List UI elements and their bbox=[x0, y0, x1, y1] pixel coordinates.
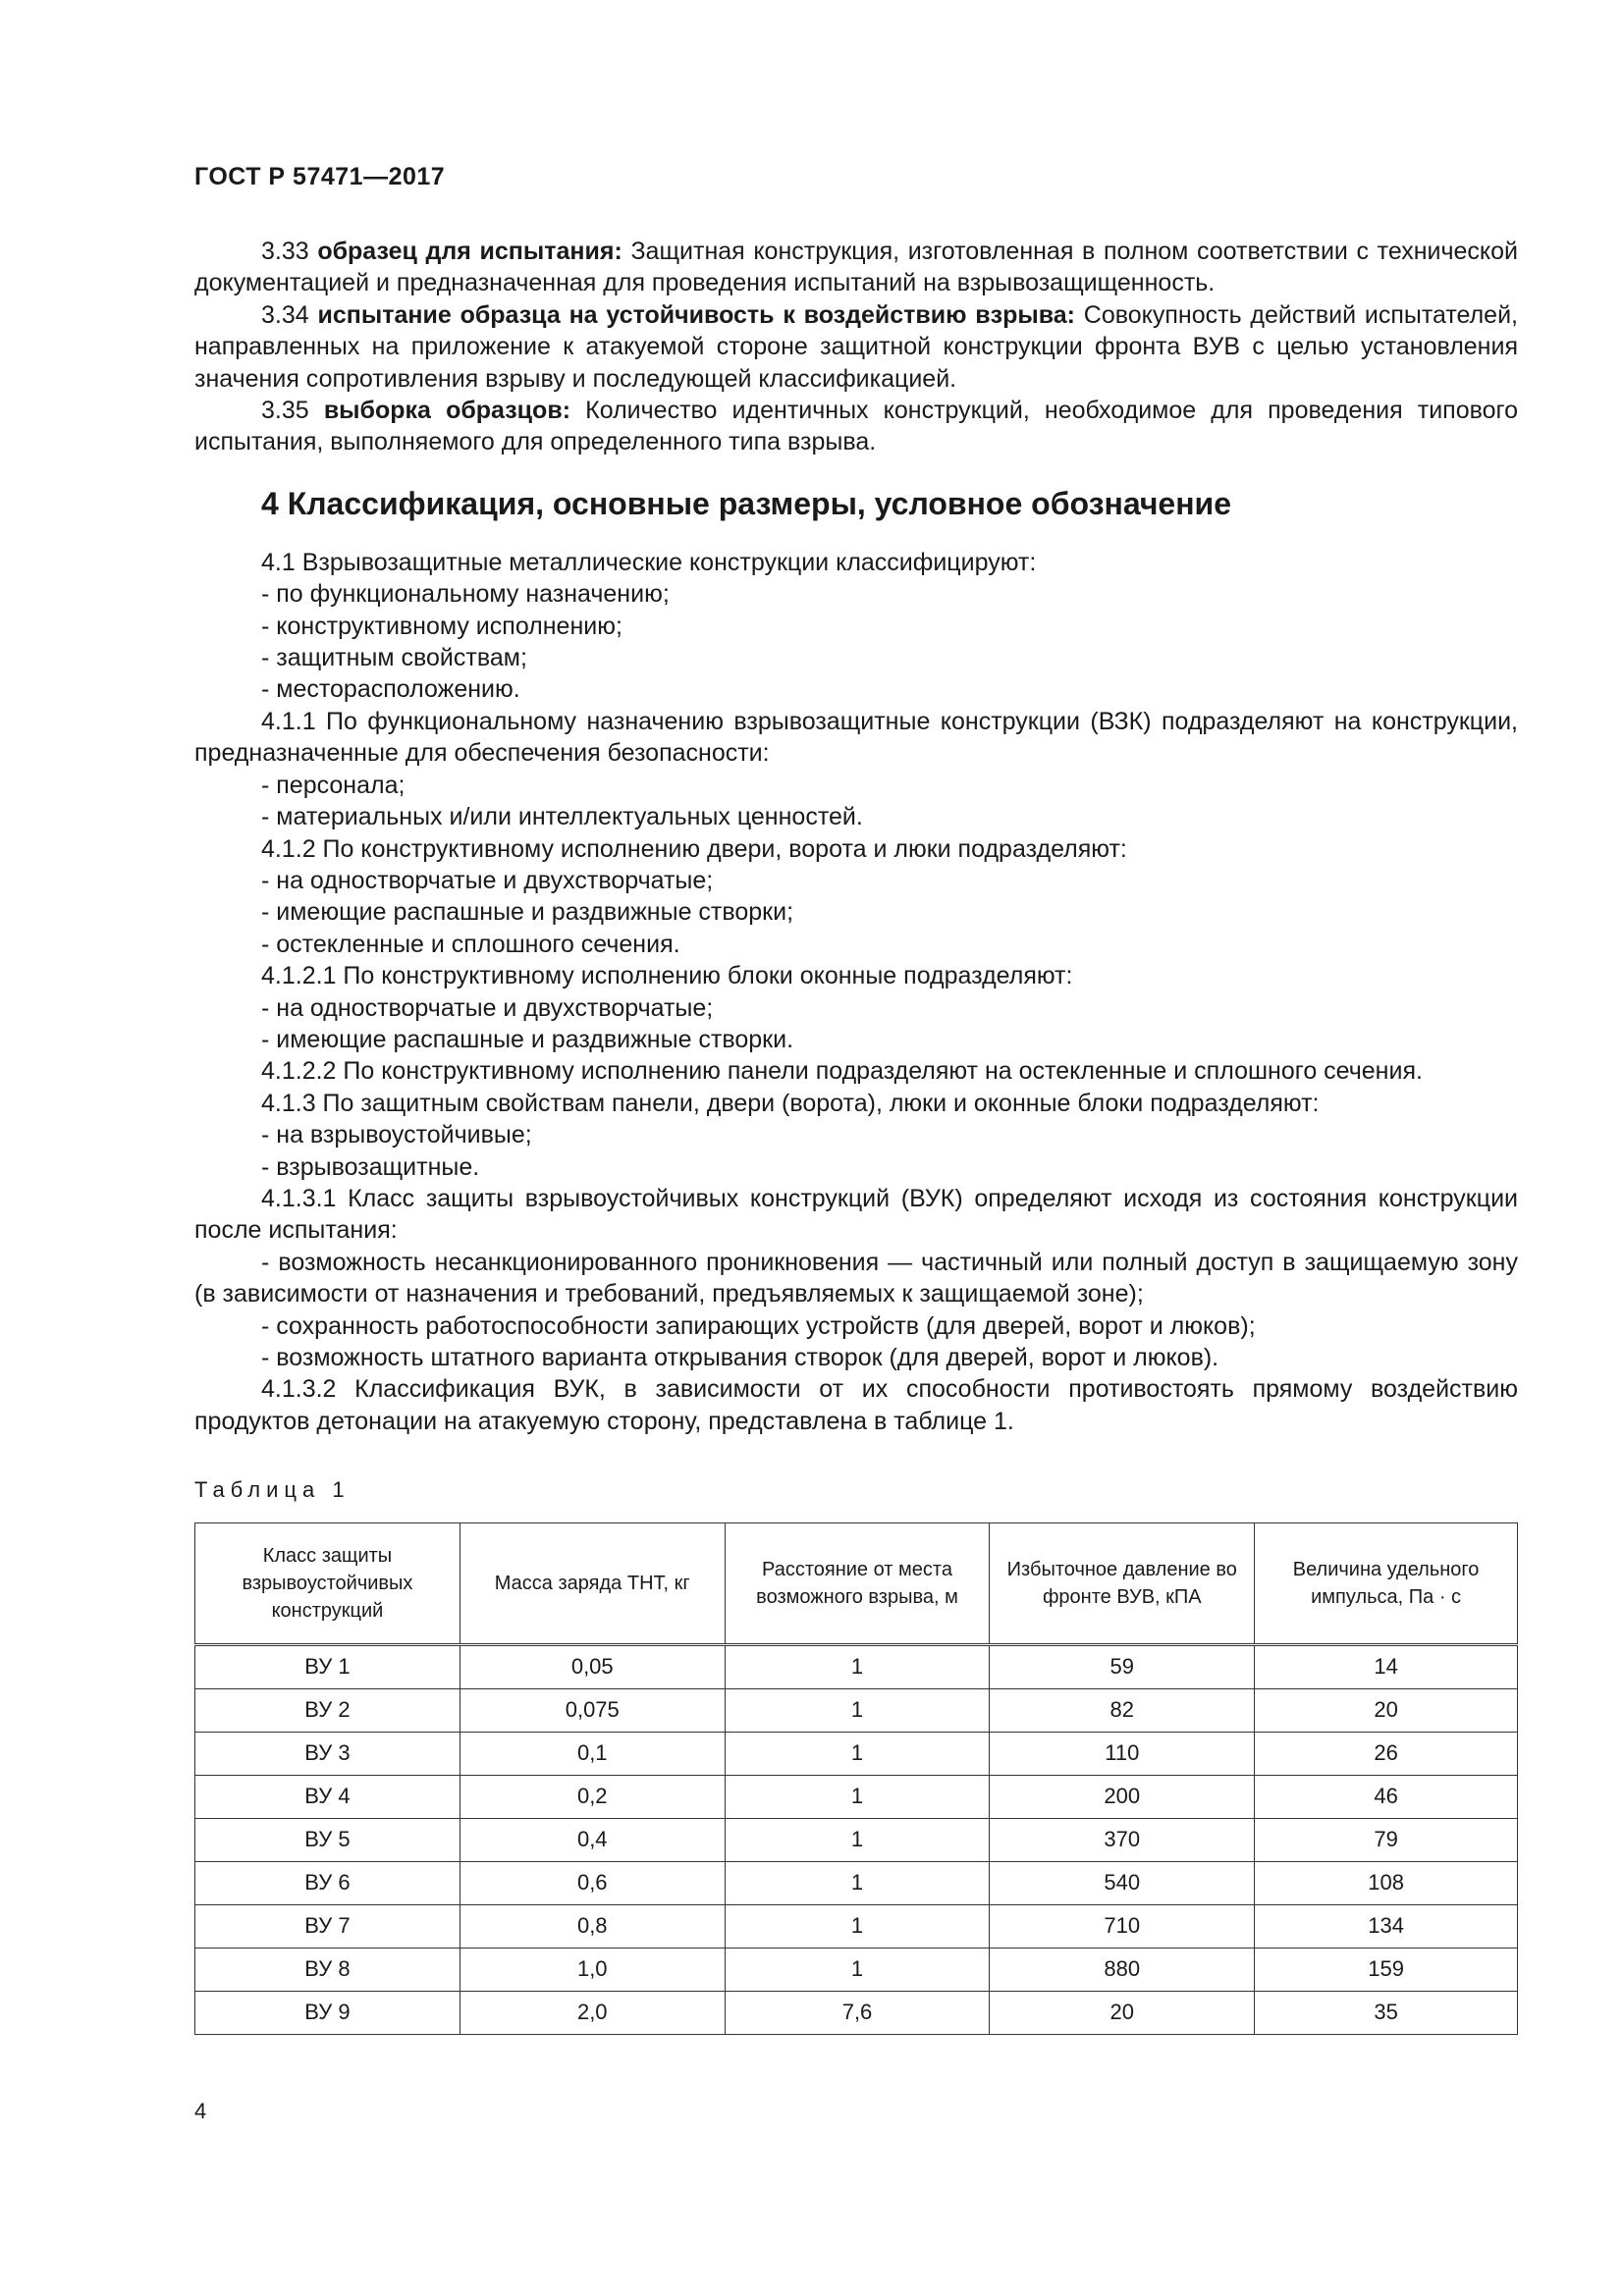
table-cell: 200 bbox=[990, 1775, 1255, 1818]
table-cell: 35 bbox=[1255, 1991, 1518, 2034]
table-cell: 79 bbox=[1255, 1818, 1518, 1861]
term-3-35 bbox=[194, 395, 1518, 458]
term-name: образец для испытания: bbox=[317, 238, 622, 265]
term-number: 3.35 bbox=[261, 397, 309, 425]
table-caption: Таблица 1 bbox=[194, 1477, 351, 1503]
table-cell: ВУ 7 bbox=[195, 1904, 460, 1948]
table-cell: 1 bbox=[725, 1688, 990, 1732]
table-cell: 0,2 bbox=[460, 1775, 725, 1818]
table-cell: 14 bbox=[1255, 1644, 1518, 1688]
page-content bbox=[194, 236, 1518, 2035]
table-row bbox=[195, 1688, 1518, 1732]
paragraph: 4.1.2 По конструктивному исполнению двери, ворота и люки подразделяют: bbox=[261, 834, 1127, 863]
list-item: - по функциональному назначению; bbox=[261, 580, 670, 609]
term-3-34 bbox=[194, 299, 1518, 395]
table-cell: ВУ 4 bbox=[195, 1775, 460, 1818]
column-header: Величина удельного импульса, Па · с bbox=[1255, 1522, 1518, 1644]
list-item: - сохранность работоспособности запирающих устройств (для дверей, ворот и люков); bbox=[261, 1311, 1256, 1340]
table-cell: 1,0 bbox=[460, 1948, 725, 1991]
table-cell: ВУ 5 bbox=[195, 1818, 460, 1861]
table-cell: 1 bbox=[725, 1861, 990, 1904]
table-cell: 370 bbox=[990, 1818, 1255, 1861]
list-item: - имеющие распашные и раздвижные створки; bbox=[261, 898, 794, 927]
table-cell: 82 bbox=[990, 1688, 1255, 1732]
table-cell: 2,0 bbox=[460, 1991, 725, 2034]
table-row bbox=[195, 1861, 1518, 1904]
page-number: 4 bbox=[194, 2099, 207, 2123]
term-definition: Защитная конструкция, изготовленная в полном соответствии с технической документацией и предназначенная для проведения испытаний на взрывозащищенность. bbox=[194, 238, 1518, 297]
table-row bbox=[195, 1991, 1518, 2034]
table-cell: 880 bbox=[990, 1948, 1255, 1991]
table-cell: 46 bbox=[1255, 1775, 1518, 1818]
table-header-row bbox=[195, 1522, 1518, 1644]
list-item: - материальных и/или интеллектуальных ценностей. bbox=[261, 803, 863, 831]
table-cell: 7,6 bbox=[725, 1991, 990, 2034]
list-item: - остекленные и сплошного сечения. bbox=[261, 930, 680, 958]
table-cell: 540 bbox=[990, 1861, 1255, 1904]
term-name: выборка образцов: bbox=[323, 397, 571, 425]
paragraph: 4.1.3.1 Класс защиты взрывоустойчивых конструкций (ВУК) определяют исходя из состояния конструкции после испытания: bbox=[194, 1184, 1518, 1245]
list-item: - защитным свойствам; bbox=[261, 644, 527, 672]
term-number: 3.33 bbox=[261, 238, 309, 265]
table-cell: ВУ 1 bbox=[195, 1644, 460, 1688]
table-cell: 0,8 bbox=[460, 1904, 725, 1948]
term-name: испытание образца на устойчивость к воздействию взрыва: bbox=[317, 300, 1075, 329]
table-row bbox=[195, 1644, 1518, 1688]
column-header: Масса заряда ТНТ, кг bbox=[460, 1522, 725, 1644]
table-row bbox=[195, 1948, 1518, 1991]
term-definition: Совокупность действий испытателей, направленных на приложение к атакуемой стороне защитной конструкции фронта ВУВ с целью установления значения сопротивления взрыву и последующей классификацией. bbox=[194, 300, 1518, 393]
table-cell: 1 bbox=[725, 1644, 990, 1688]
table-cell: ВУ 2 bbox=[195, 1688, 460, 1732]
table-cell: 108 bbox=[1255, 1861, 1518, 1904]
table-cell: 0,6 bbox=[460, 1861, 725, 1904]
list-item: - возможность несанкционированного проникновения — частичный или полный доступ в защищаемую зону (в зависимости от назначения и требований, предъявляемых к защищаемой зоне); bbox=[194, 1248, 1518, 1308]
section-heading: 4 Классификация, основные размеры, условное обозначение bbox=[261, 485, 1231, 521]
column-header: Избыточное давление во фронте ВУВ, кПА bbox=[990, 1522, 1255, 1644]
table-cell: 59 bbox=[990, 1644, 1255, 1688]
table-cell: ВУ 9 bbox=[195, 1991, 460, 2034]
list-item: - персонала; bbox=[261, 771, 406, 799]
table-cell: 1 bbox=[725, 1818, 990, 1861]
list-item: - возможность штатного варианта открывания створок (для дверей, ворот и люков). bbox=[261, 1344, 1219, 1371]
term-definition: Количество идентичных конструкций, необходимое для проведения типового испытания, выполняемого для определенного типа взрыва. bbox=[194, 397, 1518, 456]
table-cell: ВУ 6 bbox=[195, 1861, 460, 1904]
paragraph: 4.1.3.2 Классификация ВУК, в зависимости от их способности противостоять прямому воздействию продуктов детонации на атакуемую сторону, представлена в таблице 1. bbox=[194, 1375, 1518, 1435]
classification-table bbox=[194, 1522, 1518, 2035]
paragraph: 4.1.2.1 По конструктивному исполнению блоки оконные подразделяют: bbox=[261, 962, 1073, 990]
table-cell: 110 bbox=[990, 1732, 1255, 1775]
list-item: - на одностворчатые и двухстворчатые; bbox=[261, 866, 714, 894]
table-cell: 159 bbox=[1255, 1948, 1518, 1991]
table-cell: 26 bbox=[1255, 1732, 1518, 1775]
table-cell: ВУ 3 bbox=[195, 1732, 460, 1775]
table-cell: 1 bbox=[725, 1732, 990, 1775]
paragraph: 4.1.3 По защитным свойствам панели, двери (ворота), люки и оконные блоки подразделяют: bbox=[261, 1089, 1320, 1117]
table-row bbox=[195, 1818, 1518, 1861]
paragraph: 4.1 Взрывозащитные металлические конструкции классифицируют: bbox=[261, 548, 1037, 576]
list-item: - месторасположению. bbox=[261, 675, 520, 704]
table-cell: 134 bbox=[1255, 1904, 1518, 1948]
list-item: - на взрывоустойчивые; bbox=[261, 1121, 532, 1149]
table-cell: 0,4 bbox=[460, 1818, 725, 1861]
table-row bbox=[195, 1775, 1518, 1818]
list-item: - на одностворчатые и двухстворчатые; bbox=[261, 993, 714, 1022]
table-cell: 1 bbox=[725, 1904, 990, 1948]
document-id: ГОСТ Р 57471—2017 bbox=[194, 163, 446, 190]
table-row bbox=[195, 1904, 1518, 1948]
table-cell: ВУ 8 bbox=[195, 1948, 460, 1991]
paragraph: 4.1.2.2 По конструктивному исполнению панели подразделяют на остекленные и сплошного сечения. bbox=[261, 1057, 1423, 1086]
table-cell: 20 bbox=[1255, 1688, 1518, 1732]
paragraph: 4.1.1 По функциональному назначению взрывозащитные конструкции (ВЗК) подразделяют на конструкции, предназначенные для обеспечения безопасности: bbox=[194, 707, 1518, 768]
table-cell: 20 bbox=[990, 1991, 1255, 2034]
list-item: - взрывозащитные. bbox=[261, 1152, 480, 1181]
table-cell: 0,1 bbox=[460, 1732, 725, 1775]
column-header: Расстояние от места возможного взрыва, м bbox=[725, 1522, 990, 1644]
table-cell: 710 bbox=[990, 1904, 1255, 1948]
term-number: 3.34 bbox=[261, 300, 309, 329]
list-item: - имеющие распашные и раздвижные створки. bbox=[261, 1025, 794, 1053]
term-3-33 bbox=[194, 236, 1518, 299]
list-item: - конструктивному исполнению; bbox=[261, 612, 622, 640]
table-row bbox=[195, 1732, 1518, 1775]
table-cell: 1 bbox=[725, 1775, 990, 1818]
table-cell: 0,05 bbox=[460, 1644, 725, 1688]
column-header: Класс защиты взрывоустойчивых конструкций bbox=[195, 1522, 460, 1644]
table-cell: 1 bbox=[725, 1948, 990, 1991]
table-cell: 0,075 bbox=[460, 1688, 725, 1732]
